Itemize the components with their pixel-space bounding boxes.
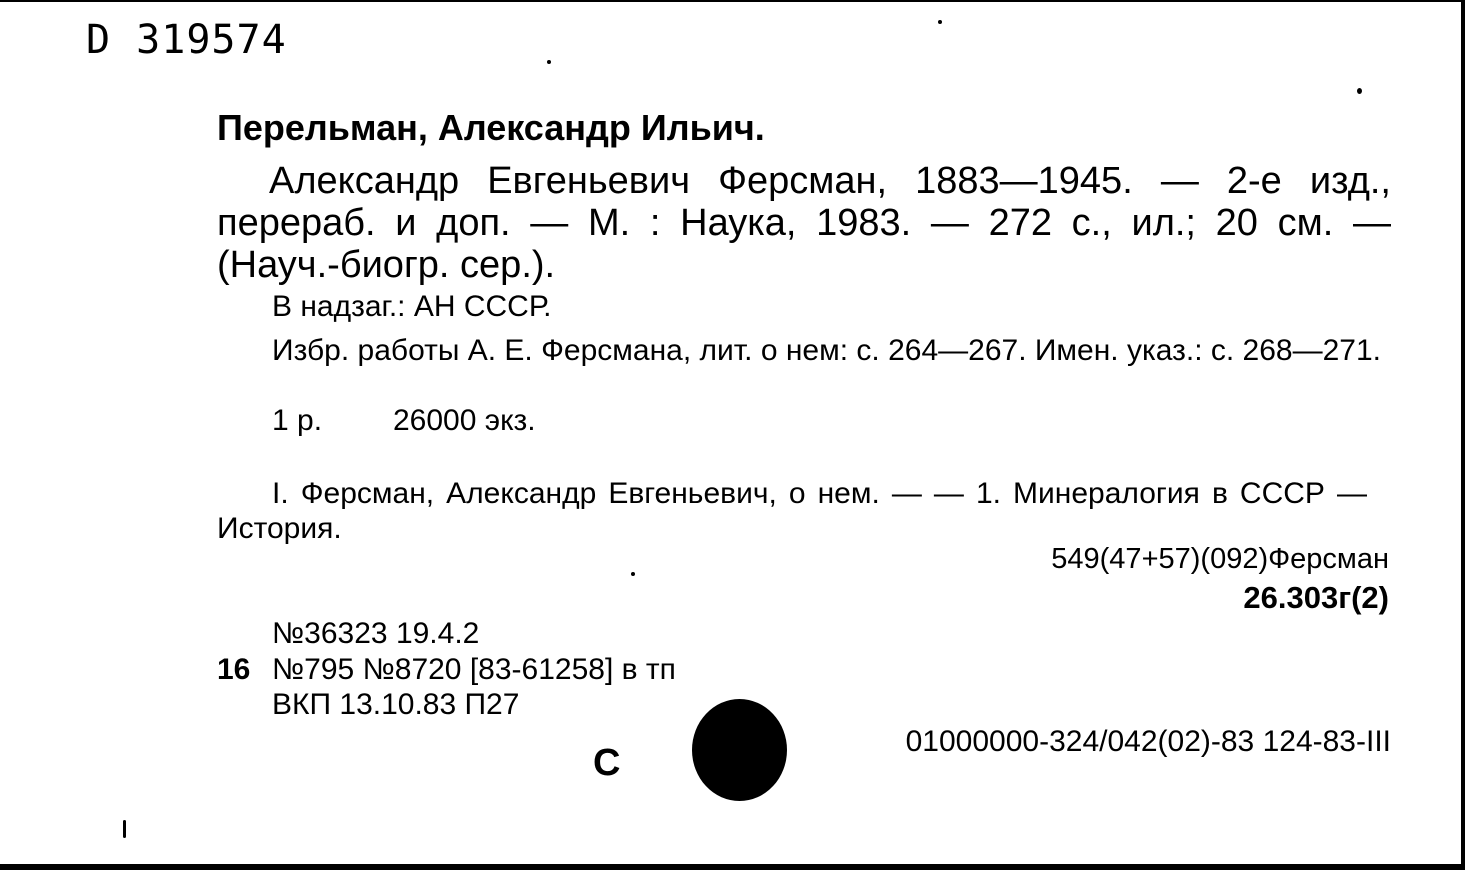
udc-index: 549(47+57)(092)Ферсман — [1051, 543, 1389, 575]
subjects-text: I. Ферсман, Александр Евгеньевич, о нем. — — 1. Минералогия в СССР — История. — [217, 477, 1367, 545]
registration-line-1: №36323 19.4.2 — [272, 617, 480, 650]
isbn-code: 01000000-324/042(02)-83 124-83-III — [905, 725, 1391, 758]
note-header: В надзаг.: АН СССР. — [272, 290, 552, 323]
inventory-number: D 319574 — [86, 17, 287, 63]
title-block — [217, 160, 1391, 286]
print-run: 26000 экз. — [393, 404, 536, 437]
note-bibliography-text: Избр. работы А. Е. Ферсмана, лит. о нем: с. 264—267. Имен. указ.: с. 268—271. — [272, 334, 1381, 367]
copyright-letter: С — [593, 742, 621, 784]
subjects — [217, 476, 1367, 546]
bbk-index: 26.303г(2) — [1243, 580, 1389, 615]
speck — [123, 820, 126, 838]
note-bibliography — [217, 333, 1391, 368]
author-heading: Перельман, Александр Ильич. — [217, 107, 765, 148]
registration-line-3: ВКП 13.10.83 П27 — [272, 688, 520, 721]
speck — [1357, 88, 1362, 94]
punch-hole-mark — [692, 699, 787, 801]
speck — [938, 20, 942, 24]
price: 1 р. — [272, 404, 323, 437]
speck — [631, 572, 635, 576]
registration-line-2: №795 №8720 [83-61258] в тп — [272, 653, 676, 686]
title-block-text: Александр Евгеньевич Ферсман, 1883—1945. — 2-е изд., перераб. и доп. — М. : Наука, 1983. — 272 с., ил.; 20 см. — (Науч.-биогр. сер.). — [217, 160, 1391, 286]
registration-line-2-number: 16 — [217, 653, 251, 686]
speck — [547, 60, 551, 64]
